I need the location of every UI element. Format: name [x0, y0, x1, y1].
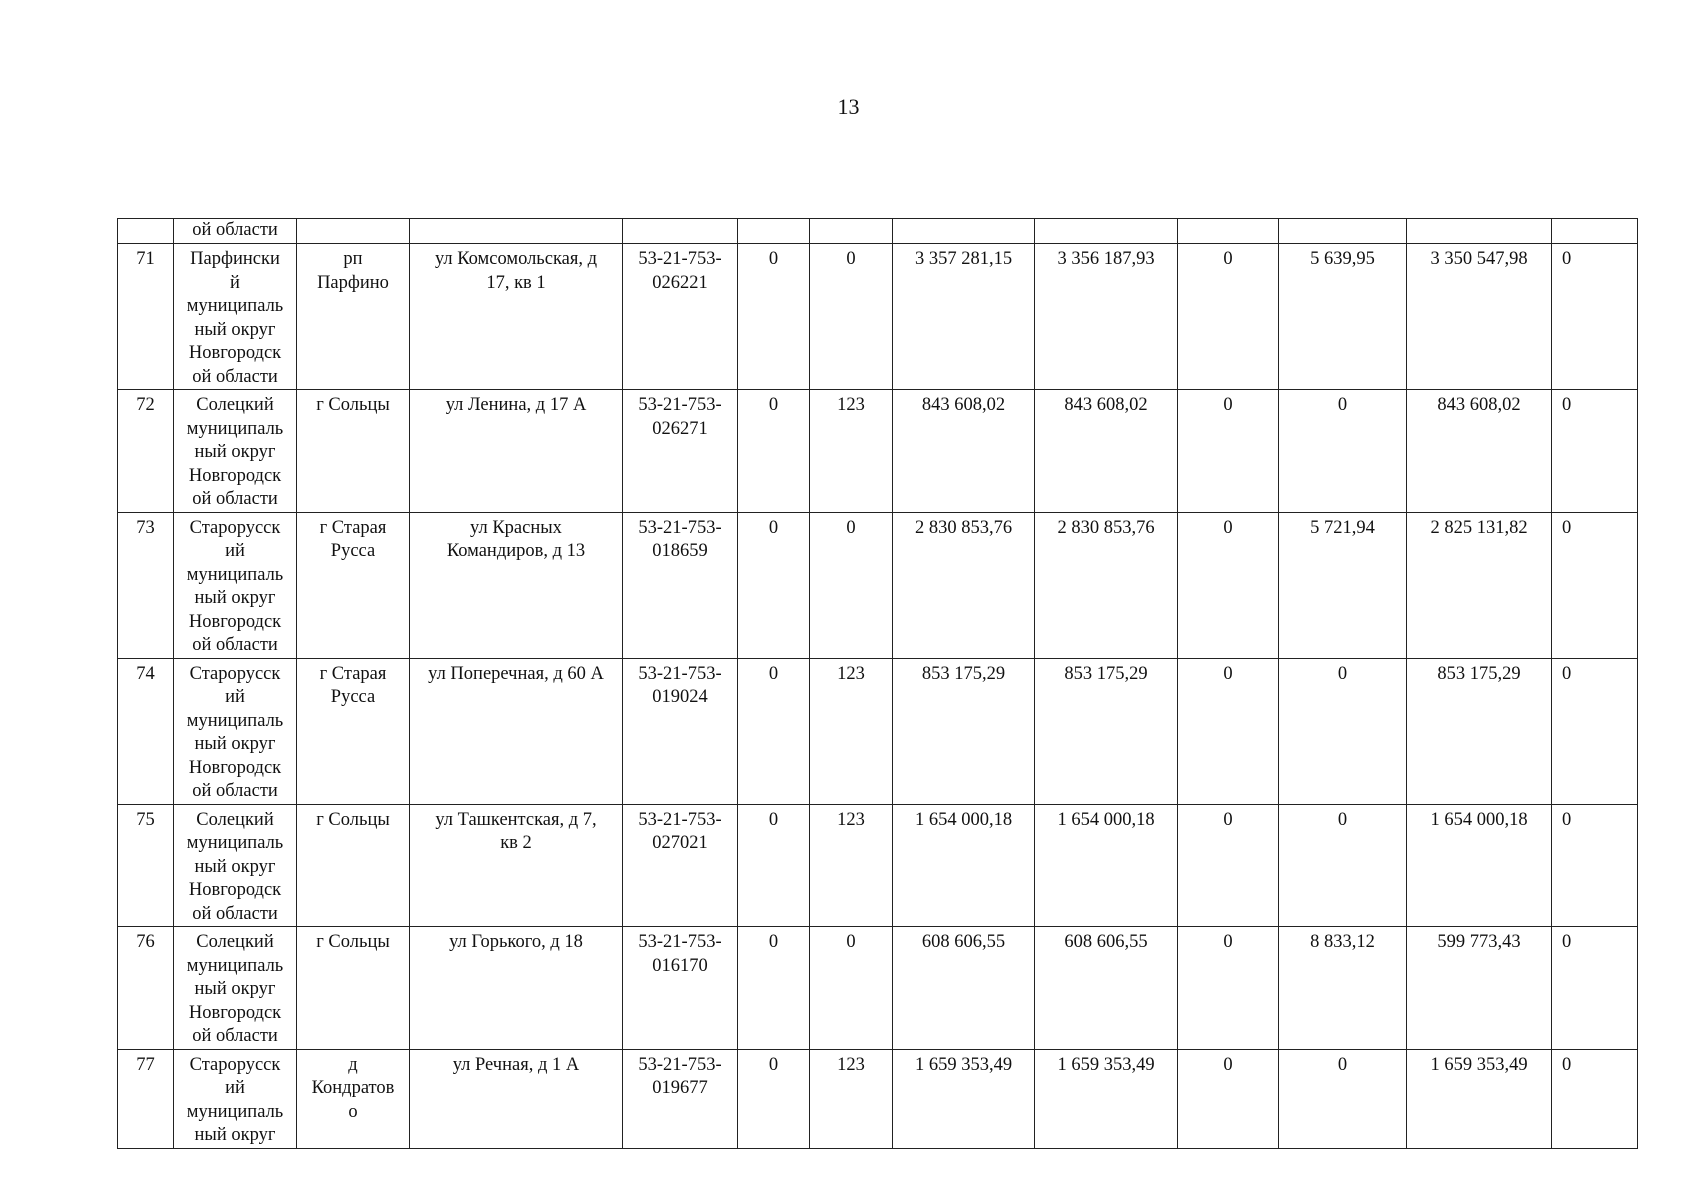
table-row [118, 244, 1638, 390]
cell-col7: 0 [810, 244, 893, 390]
cell-address: ул Ташкентская, д 7, кв 2 [410, 804, 623, 927]
cell-col7: 123 [810, 390, 893, 513]
cell-col9: 1 654 000,18 [1035, 804, 1178, 927]
cell-locality: г Сольцы [297, 390, 410, 513]
cell-col7: 123 [810, 658, 893, 804]
cell-col7: 123 [810, 804, 893, 927]
cell-municipality: Солецкий муниципаль ный округ Новгородск ой области [174, 927, 297, 1050]
cell-col13: 0 [1552, 390, 1638, 513]
cell-col11: 0 [1279, 390, 1407, 513]
cell-col6: 0 [738, 927, 810, 1050]
cell-col12 [1407, 219, 1552, 244]
cell-col8 [893, 219, 1035, 244]
cell-code [623, 219, 738, 244]
cell-col10: 0 [1178, 390, 1279, 513]
cell-col6: 0 [738, 512, 810, 658]
cell-col12: 3 350 547,98 [1407, 244, 1552, 390]
page-number: 13 [837, 94, 860, 119]
cell-address: ул Ленина, д 17 А [410, 390, 623, 513]
cell-no: 77 [118, 1049, 174, 1148]
cell-col8: 1 654 000,18 [893, 804, 1035, 927]
cell-col7 [810, 219, 893, 244]
cell-col11: 5 721,94 [1279, 512, 1407, 658]
cell-col7: 0 [810, 512, 893, 658]
cell-col13: 0 [1552, 512, 1638, 658]
cell-col10 [1178, 219, 1279, 244]
cell-col9 [1035, 219, 1178, 244]
cell-col7: 123 [810, 1049, 893, 1148]
cell-locality: рп Парфино [297, 244, 410, 390]
table-row [118, 658, 1638, 804]
cell-municipality: ой области [174, 219, 297, 244]
cell-address: ул Речная, д 1 А [410, 1049, 623, 1148]
cell-col9: 853 175,29 [1035, 658, 1178, 804]
cell-col8: 608 606,55 [893, 927, 1035, 1050]
cell-col10: 0 [1178, 927, 1279, 1050]
cell-code: 53-21-753- 019677 [623, 1049, 738, 1148]
table-row [118, 390, 1638, 513]
cell-no: 73 [118, 512, 174, 658]
cell-col8: 853 175,29 [893, 658, 1035, 804]
cell-address: ул Комсомольская, д 17, кв 1 [410, 244, 623, 390]
cell-col11 [1279, 219, 1407, 244]
cell-no: 72 [118, 390, 174, 513]
cell-code: 53-21-753- 016170 [623, 927, 738, 1050]
cell-col13: 0 [1552, 927, 1638, 1050]
cell-col10: 0 [1178, 512, 1279, 658]
cell-col7: 0 [810, 927, 893, 1050]
cell-col13 [1552, 219, 1638, 244]
cell-col10: 0 [1178, 244, 1279, 390]
cell-col13: 0 [1552, 658, 1638, 804]
cell-col13: 0 [1552, 1049, 1638, 1148]
cell-code: 53-21-753- 026221 [623, 244, 738, 390]
cell-code: 53-21-753- 019024 [623, 658, 738, 804]
data-table-container [117, 218, 1637, 1149]
cell-col11: 0 [1279, 1049, 1407, 1148]
cell-col8: 1 659 353,49 [893, 1049, 1035, 1148]
table-row [118, 1049, 1638, 1148]
cell-locality: г Старая Русса [297, 658, 410, 804]
cell-col6: 0 [738, 390, 810, 513]
table-row [118, 804, 1638, 927]
cell-col6: 0 [738, 1049, 810, 1148]
cell-address [410, 219, 623, 244]
cell-municipality: Солецкий муниципаль ный округ Новгородск ой области [174, 390, 297, 513]
cell-code: 53-21-753- 026271 [623, 390, 738, 513]
cell-col6: 0 [738, 658, 810, 804]
cell-col9: 843 608,02 [1035, 390, 1178, 513]
cell-col12: 599 773,43 [1407, 927, 1552, 1050]
cell-col12: 2 825 131,82 [1407, 512, 1552, 658]
cell-address: ул Горького, д 18 [410, 927, 623, 1050]
cell-code: 53-21-753- 018659 [623, 512, 738, 658]
cell-address: ул Красных Командиров, д 13 [410, 512, 623, 658]
cell-municipality: Солецкий муниципаль ный округ Новгородск ой области [174, 804, 297, 927]
cell-locality: г Старая Русса [297, 512, 410, 658]
cell-col9: 3 356 187,93 [1035, 244, 1178, 390]
cell-col8: 843 608,02 [893, 390, 1035, 513]
cell-no [118, 219, 174, 244]
cell-col6: 0 [738, 244, 810, 390]
cell-municipality: Парфински й муниципаль ный округ Новгородск ой области [174, 244, 297, 390]
data-table [117, 218, 1638, 1149]
cell-col11: 8 833,12 [1279, 927, 1407, 1050]
cell-municipality: Старорусск ий муниципаль ный округ [174, 1049, 297, 1148]
cell-address: ул Поперечная, д 60 А [410, 658, 623, 804]
cell-col6 [738, 219, 810, 244]
cell-locality [297, 219, 410, 244]
cell-locality: г Сольцы [297, 804, 410, 927]
cell-col9: 2 830 853,76 [1035, 512, 1178, 658]
cell-col12: 1 659 353,49 [1407, 1049, 1552, 1148]
cell-col11: 5 639,95 [1279, 244, 1407, 390]
cell-col11: 0 [1279, 658, 1407, 804]
cell-locality: г Сольцы [297, 927, 410, 1050]
cell-no: 74 [118, 658, 174, 804]
cell-col13: 0 [1552, 244, 1638, 390]
cell-col8: 3 357 281,15 [893, 244, 1035, 390]
table-row [118, 927, 1638, 1050]
cell-col13: 0 [1552, 804, 1638, 927]
cell-municipality: Старорусск ий муниципаль ный округ Новгородск ой области [174, 512, 297, 658]
continuation-row [118, 219, 1638, 244]
cell-no: 75 [118, 804, 174, 927]
cell-col12: 1 654 000,18 [1407, 804, 1552, 927]
cell-col12: 853 175,29 [1407, 658, 1552, 804]
cell-locality: д Кондратов о [297, 1049, 410, 1148]
cell-col9: 608 606,55 [1035, 927, 1178, 1050]
cell-col9: 1 659 353,49 [1035, 1049, 1178, 1148]
cell-code: 53-21-753- 027021 [623, 804, 738, 927]
cell-col10: 0 [1178, 658, 1279, 804]
cell-col10: 0 [1178, 1049, 1279, 1148]
cell-no: 71 [118, 244, 174, 390]
table-row [118, 512, 1638, 658]
cell-col6: 0 [738, 804, 810, 927]
cell-col12: 843 608,02 [1407, 390, 1552, 513]
cell-col8: 2 830 853,76 [893, 512, 1035, 658]
cell-municipality: Старорусск ий муниципаль ный округ Новгородск ой области [174, 658, 297, 804]
cell-col11: 0 [1279, 804, 1407, 927]
cell-no: 76 [118, 927, 174, 1050]
cell-col10: 0 [1178, 804, 1279, 927]
